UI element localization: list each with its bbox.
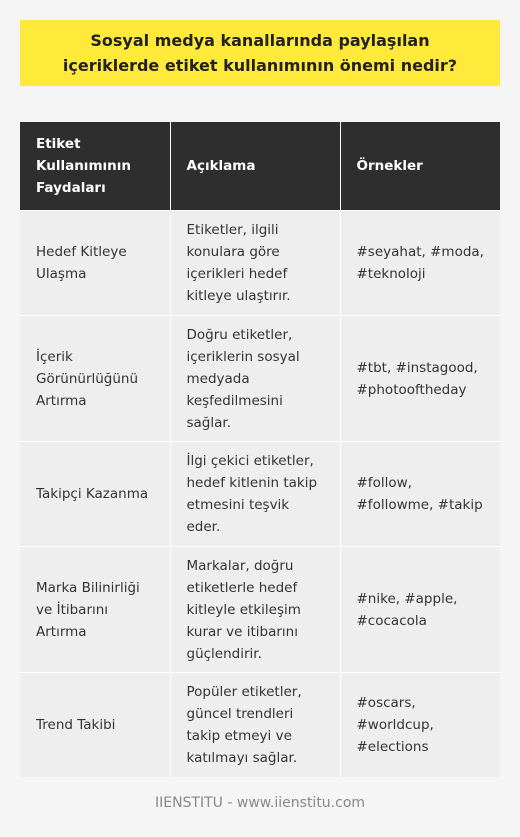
examples-cell: #tbt, #instagood, #photooftheday: [340, 316, 500, 442]
table-row: [20, 442, 500, 547]
footer-credit: IIENSTITU - www.iienstitu.com: [154, 795, 366, 811]
benefit-cell: Marka Bilinirliği ve İtibarını Artırma: [20, 547, 170, 673]
page-title: Sosyal medya kanallarında paylaşılan içeriklerde etiket kullanımının önemi nedir?: [62, 31, 458, 75]
table-row: [20, 547, 500, 673]
benefit-cell: Hedef Kitleye Ulaşma: [20, 211, 170, 316]
title-banner: [20, 20, 500, 86]
description-cell: İlgi çekici etiketler, hedef kitlenin takip etmesini teşvik eder.: [170, 442, 340, 547]
benefit-cell: İçerik Görünürlüğünü Artırma: [20, 316, 170, 442]
table-row: [20, 211, 500, 316]
table-row: [20, 673, 500, 778]
examples-cell: #oscars, #worldcup, #elections: [340, 673, 500, 778]
benefits-table: [20, 122, 500, 777]
description-cell: Doğru etiketler, içeriklerin sosyal medyada keşfedilmesini sağlar.: [170, 316, 340, 442]
description-cell: Popüler etiketler, güncel trendleri takip etmeyi ve katılmayı sağlar.: [170, 673, 340, 778]
column-header-examples: Örnekler: [340, 122, 500, 211]
benefit-cell: Takipçi Kazanma: [20, 442, 170, 547]
examples-cell: #follow, #followme, #takip: [340, 442, 500, 547]
examples-cell: #nike, #apple, #cocacola: [340, 547, 500, 673]
description-cell: Markalar, doğru etiketlerle hedef kitleyle etkileşim kurar ve itibarını güçlendirir.: [170, 547, 340, 673]
table-header-row: [20, 122, 500, 211]
description-cell: Etiketler, ilgili konulara göre içerikleri hedef kitleye ulaştırır.: [170, 211, 340, 316]
column-header-benefits: Etiket Kullanımının Faydaları: [20, 122, 170, 211]
benefit-cell: Trend Takibi: [20, 673, 170, 778]
examples-cell: #seyahat, #moda, #teknoloji: [340, 211, 500, 316]
column-header-description: Açıklama: [170, 122, 340, 211]
table-row: [20, 316, 500, 442]
